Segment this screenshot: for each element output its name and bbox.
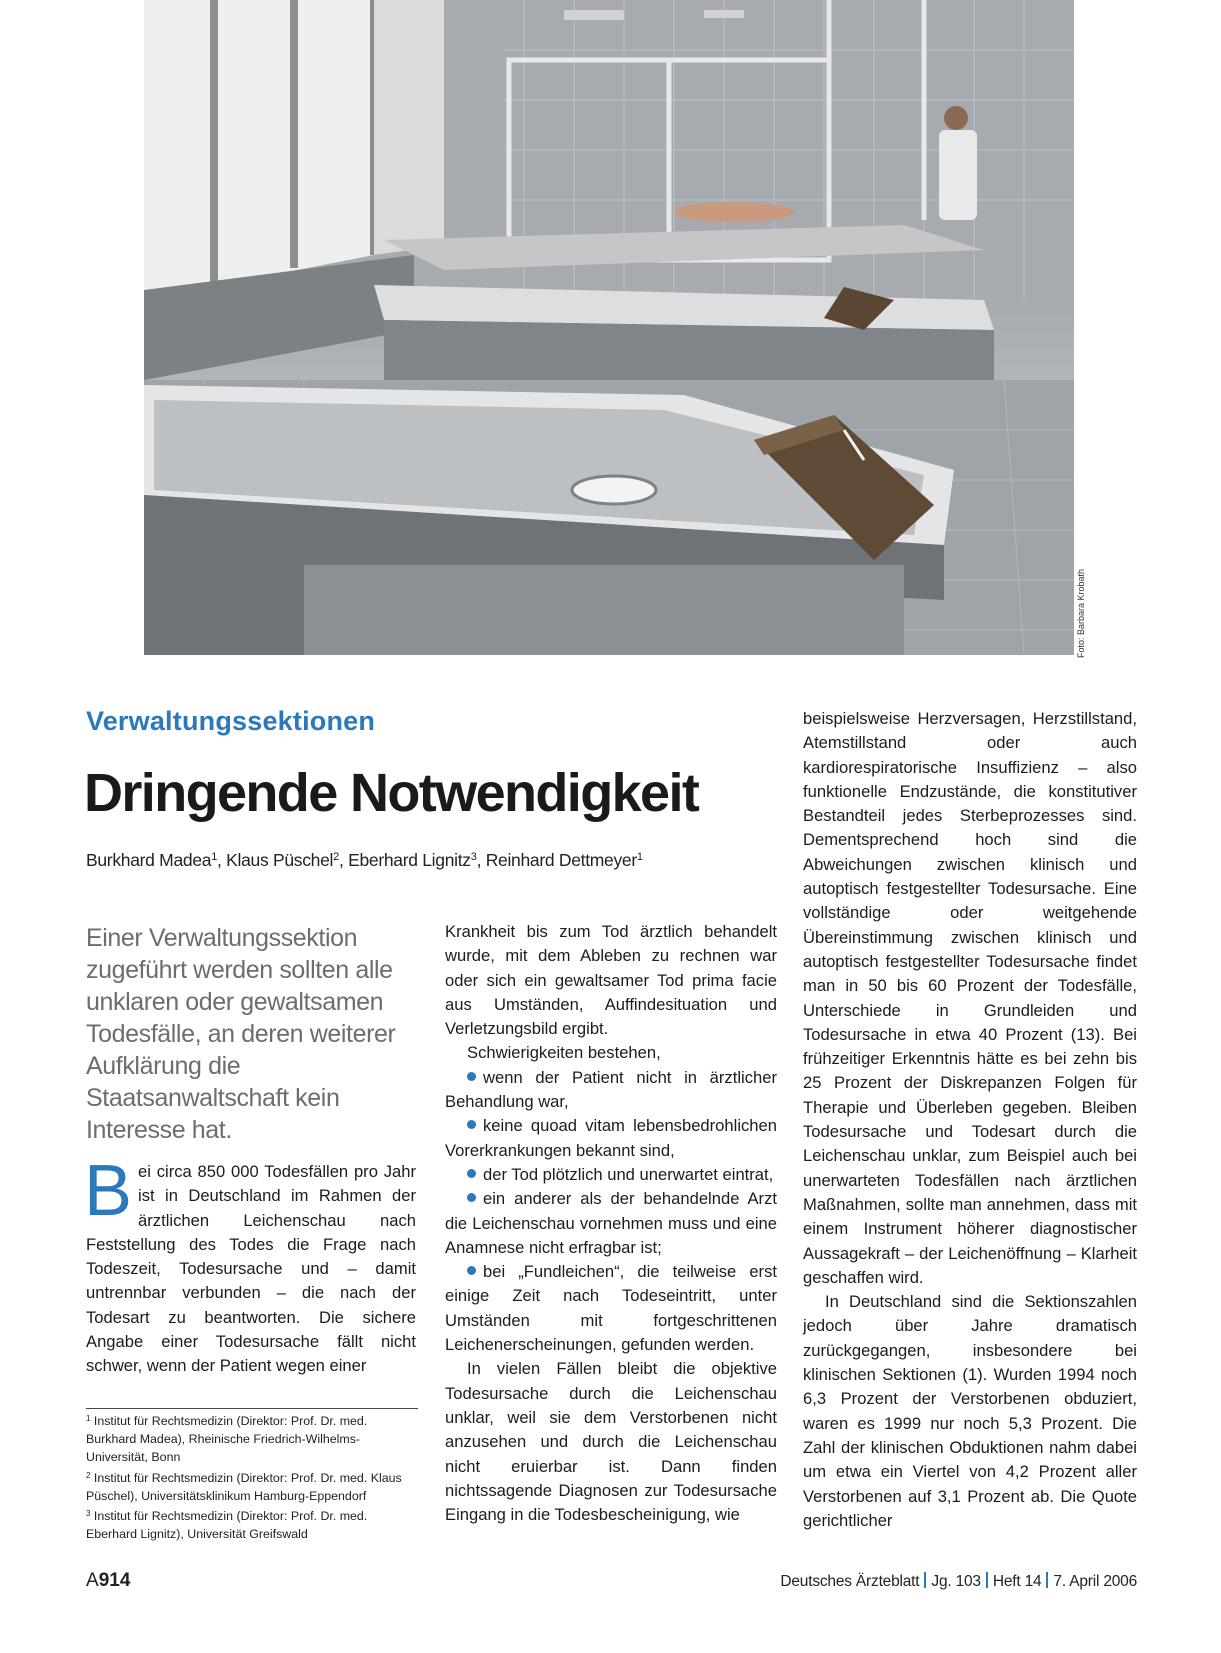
bullet-item (445, 1260, 777, 1357)
body-paragraph: In vielen Fällen bleibt die objektive Todesursache durch die Leichenschau unklar, weil sie dem Verstorbenen nicht anzusehen und durch die Leichenschau nicht eruierbar ist. Dann finden nichtssagende Diagnosen zur Todesursache Eingang in die Todesbescheinigung, wie (445, 1359, 777, 1525)
footnote-mark: 2 (86, 1470, 91, 1480)
footer-separator (924, 1572, 926, 1588)
bullet-icon (467, 1266, 476, 1275)
body-column-1 (84, 1151, 416, 1379)
author-name: Reinhard Dettmeyer (485, 850, 637, 870)
footer-separator (986, 1572, 988, 1588)
footnote-mark: 1 (86, 1414, 91, 1423)
footnote (86, 1469, 418, 1505)
journal-name: Deutsches Ärzteblatt (780, 1573, 920, 1590)
body-text: ei circa 850 000 Todesfällen pro Jahr ist in Deutschland im Rahmen der ärztlichen Leichenschau nach Feststellung des Todes die Frage nach Todeszeit, Todesursache und – damit untrennbar verbunden – die nach der Todesart zu beantworten. Die sichere Angabe einer Todesursache fällt nicht schwer, wenn der Patient wegen einer (86, 1162, 416, 1376)
bullet-text: wenn der Patient nicht in ärztlicher Behandlung war, (445, 1067, 777, 1112)
footnote-text: Institut für Rechtsmedizin (Direktor: Prof. Dr. med. Eberhard Lignitz), Universität Greifswald (86, 1509, 368, 1542)
drop-cap: B (84, 1151, 133, 1231)
footnotes (86, 1412, 418, 1545)
photo-credit: Foto: Barbara Krobath (1076, 568, 1086, 658)
bullet-icon (467, 1193, 476, 1202)
photo-illustration (144, 0, 1074, 655)
footnote-text: Institut für Rechtsmedizin (Direktor: Prof. Dr. med. Klaus Püschel), Universitätsklinikum Hamburg-Eppendorf (86, 1470, 402, 1503)
author-affiliation-mark: 1 (636, 851, 643, 863)
bullet-item (445, 1066, 777, 1115)
body-paragraph: In Deutschland sind die Sektionszahlen jedoch über Jahre dramatisch zurückgegangen, insbesondere bei klinischen Sektionen (1). Wurden 1994 noch 6,3 Prozent der Verstorbenen obduziert, waren es 1999 nur noch 5,3 Prozent. Die Zahl der klinischen Obduktionen nahm dabei um etwa ein Viertel von 4,2 Prozent aller Verstorbenen auf 3,1 Prozent ab. Die Quote gerichtlicher (803, 1292, 1137, 1530)
author-affiliation-mark: 3 (470, 851, 477, 863)
bullet-item (445, 1114, 777, 1163)
bullet-text: bei „Fundleichen“, die teilweise erst einige Zeit nach Todeseintritt, unter Umständen mit fortgeschrittenen Leichenerscheinungen, gefunden werden. (445, 1262, 777, 1355)
journal-footer (780, 1572, 1137, 1591)
author-affiliation-mark: 1 (211, 851, 218, 863)
autopsy-room-photo (144, 0, 1074, 655)
body-paragraph: Schwierigkeiten bestehen, (467, 1043, 661, 1063)
body-paragraph: beispielsweise Herzversagen, Herzstillstand, Atemstillstand oder auch kardiorespiratorische Insuffizienz – also funktionelle Endzustände, die konstitutiver Bestandteil jedes Sterbeprozesses sind. Dementsprechend hoch sind die Abweichungen zwischen klinisch und autoptisch festgestellter Todesursache. Eine vollständige oder weitgehende Übereinstimmung zwischen klinisch und autoptisch festgestellter Todesursache findet man in 50 bis 60 Prozent der Todesfälle, Unterschiede in Grundleiden und Todesursache in etwa 40 Prozent (13). Bei frühzeitiger Erkenntnis hätte es bei zehn bis 25 Prozent der Diskrepanzen Folgen für Therapie und Überleben gegeben. Bleiben Todesursache und Todesart durch die Leichenschau unklar, zum Beispiel auch bei unerwarteten Todesfällen nach ärztlichen Maßnahmen, sollte man annehmen, dass mit einem Instrument höherer diagnostischer Aussagekraft – der Leichenöffnung – Klarheit geschaffen wird. (803, 709, 1137, 1287)
body-paragraph (84, 1151, 416, 1379)
bullet-icon (467, 1120, 476, 1129)
bullet-text: keine quoad vitam lebensbedrohlichen Vorerkrankungen bekannt sind, (445, 1116, 777, 1160)
author-name: Eberhard Lignitz (348, 850, 471, 870)
page-prefix: A (86, 1570, 99, 1591)
lead-paragraph: Einer Verwaltungssektion zugeführt werden sollten alle unklaren oder gewaltsamen Todesfälle, an deren weiterer Aufklärung die Staatsanwaltschaft kein Interesse hat. (86, 924, 396, 1144)
footnote-mark: 3 (86, 1509, 91, 1519)
journal-date: 7. April 2006 (1053, 1573, 1137, 1590)
bullet-item (445, 1187, 777, 1260)
section-kicker: Verwaltungssektionen (86, 706, 376, 736)
body-paragraph: Krankheit bis zum Tod ärztlich behandelt wurde, mit dem Ableben zu rechnen war oder sich ein gewaltsamer Tod prima facie aus Umständen, Auffindesituation und Verletzungsbild ergibt. (445, 922, 777, 1039)
author-name: Burkhard Madea (86, 850, 212, 870)
body-column-3 (803, 707, 1137, 1533)
article-title: Dringende Notwendigkeit (84, 763, 699, 823)
footnote (86, 1412, 418, 1467)
page-number-value: 914 (98, 1570, 131, 1591)
bullet-item (445, 1163, 777, 1187)
footnote-divider (86, 1408, 418, 1409)
author-affiliation-mark: 2 (333, 851, 339, 863)
bullet-text: der Tod plötzlich und unerwartet eintrat, (483, 1164, 774, 1184)
page-number (86, 1570, 130, 1592)
footnote-text: Institut für Rechtsmedizin (Direktor: Prof. Dr. med. Burkhard Madea), Rheinische Friedrich-Wilhelms-Universität, Bonn (86, 1414, 368, 1465)
body-column-2 (445, 920, 777, 1527)
bullet-icon (467, 1169, 476, 1178)
bullet-text: ein anderer als der behandelnde Arzt die Leichenschau vornehmen muss und eine Anamnese nicht erfragbar ist; (445, 1189, 777, 1257)
footnote (86, 1507, 418, 1543)
author-name: Klaus Püschel (226, 850, 334, 870)
author-line: Burkhard Madea$^1$, Klaus Püschel$^2$, Eberhard Lignitz$^3$, Reinhard Dettmeyer$^1$ (86, 850, 643, 870)
bullet-icon (467, 1072, 476, 1081)
journal-issue: Heft 14 (992, 1573, 1042, 1590)
journal-volume: Jg. 103 (931, 1573, 981, 1590)
footer-separator (1046, 1572, 1048, 1588)
